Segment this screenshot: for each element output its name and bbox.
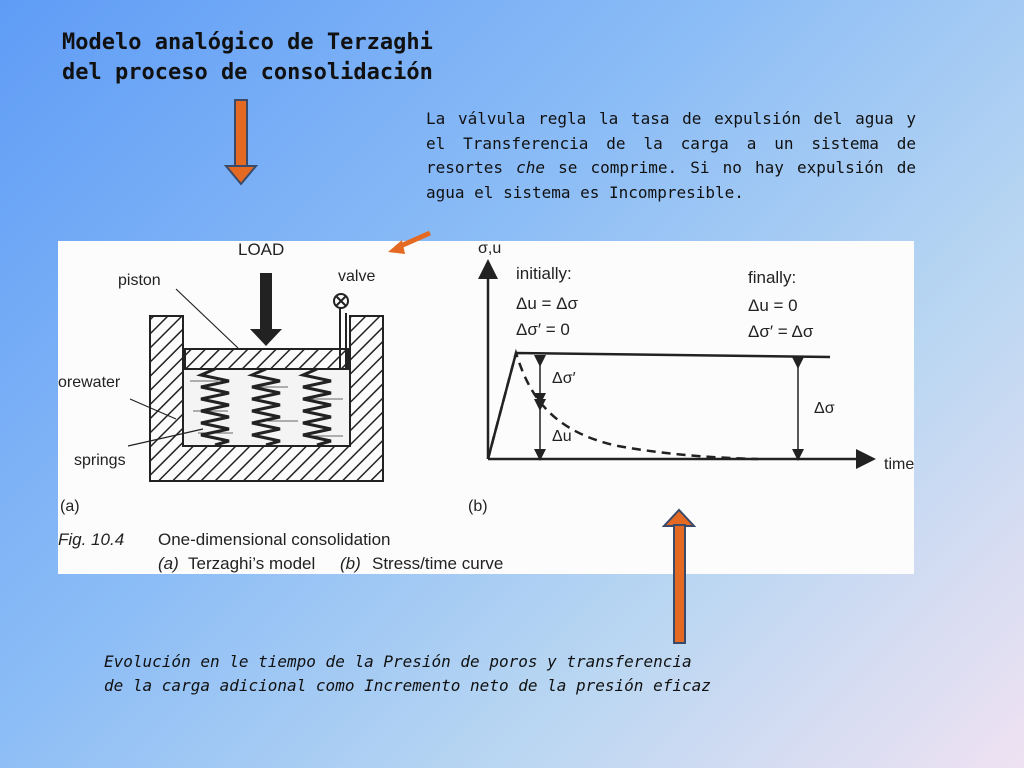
- initially-eq-2: Δσ′ = 0: [516, 320, 570, 339]
- initially-label: initially:: [516, 264, 572, 283]
- description-part-1: La válvula regla la tasa de expulsión del agua y el Transferencia de la carga a un sistema de resortes: [426, 109, 916, 177]
- bottom-caption-line-1: Evolución en le tiempo de la Presión de poros y transferencia: [104, 652, 692, 671]
- fig-caption-title: One-dimensional consolidation: [158, 530, 391, 549]
- bottom-caption-line-2: de la carga adicional como Incremento neto de la presión eficaz: [104, 676, 711, 695]
- delta-sigma-prime-label: Δσ′: [552, 370, 576, 387]
- fig-number: Fig. 10.4: [58, 530, 125, 549]
- up-arrow-icon: [664, 510, 694, 643]
- finally-eq-2: Δσ′ = Δσ: [748, 322, 814, 341]
- valve-label: valve: [338, 268, 376, 285]
- finally-eq-1: Δu = 0: [748, 296, 798, 315]
- porewater-label: orewater: [58, 374, 121, 391]
- fig-caption-a-text: Terzaghi’s model: [188, 554, 316, 573]
- fig-caption-b-text: Stress/time curve: [372, 554, 504, 573]
- fig-caption-a: (a): [158, 554, 179, 573]
- delta-u-label: Δu: [552, 428, 572, 445]
- description-part-2: se comprime. Si no hay expulsión de agua el sistema es Incompresible.: [426, 158, 917, 202]
- bottom-caption: [104, 650, 711, 698]
- springs-label: springs: [74, 452, 126, 469]
- load-label: LOAD: [238, 241, 285, 259]
- delta-sigma-label: Δσ: [814, 400, 835, 417]
- initially-eq-1: Δu = Δσ: [516, 294, 579, 313]
- panel-a-label: (a): [60, 498, 80, 515]
- description-italic-word: che: [516, 158, 546, 177]
- title-line-1: Modelo analógico de Terzaghi: [62, 30, 433, 55]
- down-arrow-icon: [226, 100, 256, 184]
- piston-label: piston: [118, 272, 161, 289]
- panel-b-label: (b): [468, 498, 488, 515]
- y-axis-label: σ,u: [478, 241, 502, 257]
- valve-pointer-arrow-icon: [388, 233, 430, 254]
- title-line-2: del proceso de consolidación: [62, 60, 433, 85]
- x-axis-label: time: [884, 456, 914, 473]
- finally-label: finally:: [748, 268, 797, 287]
- fig-caption-b: (b): [340, 554, 361, 573]
